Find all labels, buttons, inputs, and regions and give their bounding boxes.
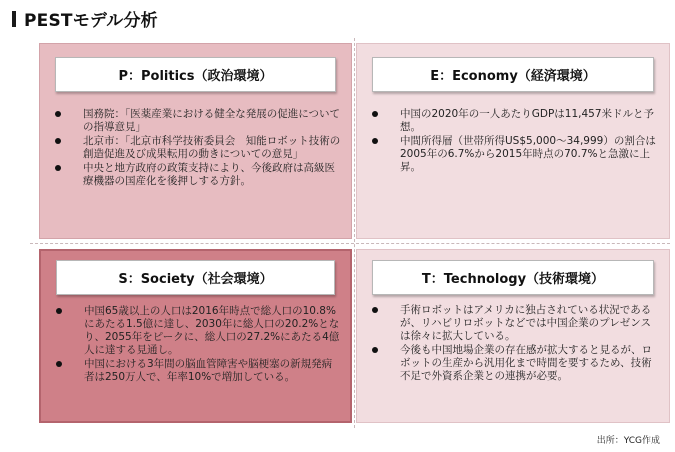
list-item [55,162,341,188]
list-item [372,108,659,134]
bullet-icon [55,165,61,171]
list-item-text: 中国の2020年の一人あたりGDPは11,457米ドルと予想。 [400,108,655,133]
list-item [56,358,340,384]
title-accent-bar [12,11,16,27]
economy-header: E：Economy（経済環境） [372,57,654,92]
society-list [56,305,340,385]
bullet-icon [55,111,61,117]
politics-quadrant [39,43,352,239]
technology-header: T：Technology（技術環境） [372,260,654,295]
bullet-icon [372,111,378,117]
technology-list [372,304,659,384]
bullet-icon [56,308,62,314]
list-item-text: 今後も中国地場企業の存在感が拡大すると見るが、ロボットの生産から汎用化まで時間を要するため、技術不足で外資系企業との連携が必要。 [400,344,652,382]
list-item [372,135,659,174]
list-item [55,108,341,134]
society-quadrant [39,249,352,423]
horizontal-divider [30,243,670,244]
list-item [55,135,341,161]
list-item-text: 国務院：「医薬産業における健全な発展の促進についての指導意見」 [83,108,341,133]
politics-list [55,108,341,189]
list-item-text: 中間所得層（世帯所得US$5,000～34,999）の割合は2005年の6.7%から2015年時点の70.7%と急激に上昇。 [400,135,656,173]
page-title: PESTモデル分析 [24,11,158,31]
list-item-text: 中国65歳以上の人口は2016年時点で総人口の10.8%にあたる1.5億に達し、2030年に総人口の20.2%となり、2055年をピークに、総人口の27.2%にあたる4億人に達する見通し。 [84,305,340,356]
list-item-text: 中央と地方政府の政策支持により、今後政府は高級医療機器の国産化を後押しする方針。 [83,162,335,187]
list-item-text: 北京市：「北京市科学技術委員会 知能ロボット技術の創造促進及び成果転用の動きについての意見」 [83,135,341,160]
bullet-icon [372,347,378,353]
technology-quadrant [356,249,670,423]
list-item-text: 手術ロボットはアメリカに独占されている状況であるが、リハビリロボットなどでは中国企業のプレゼンスは徐々に拡大している。 [400,304,652,342]
list-item [56,305,340,357]
list-item-text: 中国における3年間の脳血管障害や脳梗塞の新規発病者は250万人で、年率10%で増加している。 [84,358,333,383]
bullet-icon [372,307,378,313]
vertical-divider [354,38,355,428]
source-note: 出所：YCG作成 [596,436,660,446]
list-item [372,344,659,383]
bullet-icon [372,138,378,144]
bullet-icon [55,138,61,144]
politics-header: P：Politics（政治環境） [55,57,336,92]
economy-quadrant [356,43,670,239]
society-header: S：Society（社会環境） [56,260,335,295]
economy-list [372,108,659,175]
list-item [372,304,659,343]
bullet-icon [56,361,62,367]
